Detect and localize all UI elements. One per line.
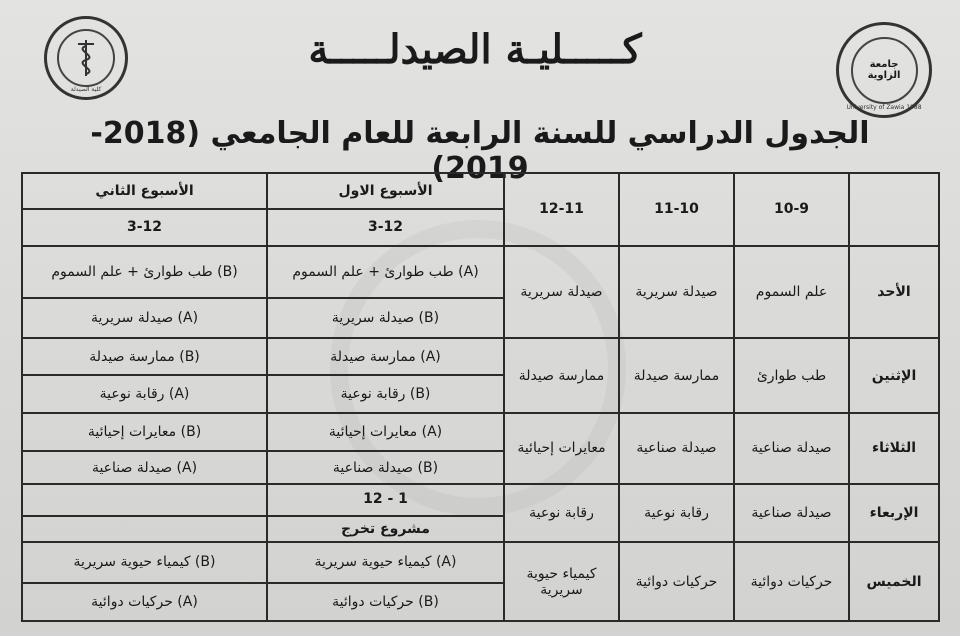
table-row <box>22 484 939 516</box>
week1-range: 3-12 <box>267 209 504 245</box>
mon-week2-slot2: رقابة نوعية (A) <box>22 375 267 413</box>
wed-week2-slot2 <box>22 516 267 542</box>
table-row <box>22 542 939 582</box>
university-logo-emblem <box>851 37 918 104</box>
day-thursday: الخميس <box>849 542 939 621</box>
faculty-logo-label: كلية الصيدلة <box>70 86 102 93</box>
sun-11-10: صيدلة سريرية <box>619 246 734 339</box>
mon-week1-slot1: ممارسة صيدلة (A) <box>267 338 504 374</box>
mon-week2-slot1: ممارسة صيدلة (B) <box>22 338 267 374</box>
wed-week1-slot1: 12 - 1 <box>267 484 504 516</box>
thu-week2-slot1: كيمياء حيوية سريرية (B) <box>22 542 267 582</box>
sun-12-11: صيدلة سريرية <box>504 246 619 339</box>
thu-12-11: كيمياء حيوية سريرية <box>504 542 619 621</box>
day-header-empty <box>849 173 939 246</box>
university-logo-ring-text: University of Zawia 1988 <box>846 104 922 111</box>
mon-12-11: ممارسة صيدلة <box>504 338 619 413</box>
table-header-row <box>22 173 939 209</box>
tue-11-10: صيدلة صناعية <box>619 413 734 484</box>
caduceus-icon <box>69 38 103 78</box>
thu-week2-slot2: حركيات دوائية (A) <box>22 583 267 621</box>
thu-week1-slot2: حركيات دوائية (B) <box>267 583 504 621</box>
tue-week2-slot2: صيدلة صناعية (A) <box>22 451 267 483</box>
week1-header: الأسبوع الاول <box>267 173 504 209</box>
university-logo <box>836 22 932 118</box>
day-monday: الإثنين <box>849 338 939 413</box>
mon-10-9: طب طوارئ <box>734 338 849 413</box>
wed-10-9: صيدلة صناعية <box>734 484 849 543</box>
page-subtitle: الجدول الدراسي للسنة الرابعة للعام الجامعي (2018-2019) <box>90 116 870 186</box>
tue-week1-slot2: صيدلة صناعية (B) <box>267 451 504 483</box>
sun-week1-slot1: طب طوارئ + علم السموم (A) <box>267 246 504 298</box>
time-header-12-11: 12-11 <box>504 173 619 246</box>
day-wednesday: الإربعاء <box>849 484 939 543</box>
faculty-logo-emblem <box>57 29 116 88</box>
sun-week1-slot2: صيدلة سريرية (B) <box>267 298 504 338</box>
sun-week2-slot1: طب طوارئ + علم السموم (B) <box>22 246 267 298</box>
mon-week1-slot2: رقابة نوعية (B) <box>267 375 504 413</box>
thu-week1-slot1: كيمياء حيوية سريرية (A) <box>267 542 504 582</box>
wed-12-11: رقابة نوعية <box>504 484 619 543</box>
tue-week2-slot1: معايرات إحيائية (B) <box>22 413 267 451</box>
wed-11-10: رقابة نوعية <box>619 484 734 543</box>
thu-11-10: حركيات دوائية <box>619 542 734 621</box>
day-tuesday: الثلاثاء <box>849 413 939 484</box>
week2-header: الأسبوع الثاني <box>22 173 267 209</box>
wed-week1-slot2: مشروع تخرج <box>267 516 504 542</box>
table-row <box>22 338 939 374</box>
time-header-11-10: 11-10 <box>619 173 734 246</box>
time-header-10-9: 10-9 <box>734 173 849 246</box>
wed-week2-slot1 <box>22 484 267 516</box>
thu-10-9: حركيات دوائية <box>734 542 849 621</box>
schedule-table <box>21 172 940 622</box>
sun-week2-slot2: صيدلة سريرية (A) <box>22 298 267 338</box>
mon-11-10: ممارسة صيدلة <box>619 338 734 413</box>
faculty-logo <box>44 16 128 100</box>
tue-week1-slot1: معايرات إحيائية (A) <box>267 413 504 451</box>
table-row <box>22 413 939 451</box>
week2-range: 3-12 <box>22 209 267 245</box>
tue-12-11: معايرات إحيائية <box>504 413 619 484</box>
day-sunday: الأحد <box>849 246 939 339</box>
tue-10-9: صيدلة صناعية <box>734 413 849 484</box>
university-logo-label: جامعة الزاوية <box>867 59 901 81</box>
sun-10-9: علم السموم <box>734 246 849 339</box>
table-row <box>22 246 939 298</box>
page-title: كـــــليـة الصيدلـــــة <box>308 26 642 73</box>
